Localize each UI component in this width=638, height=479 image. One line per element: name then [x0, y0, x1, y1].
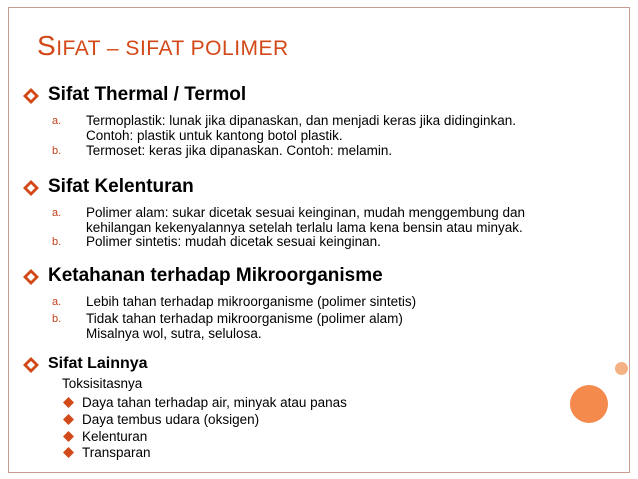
- hollow-diamond-bullet-icon: [22, 268, 40, 286]
- item-lebih-tahan: Lebih tahan terhadap mikroorganisme (polimer sintetis): [86, 294, 417, 309]
- filled-diamond-bullet-icon: [63, 447, 74, 458]
- filled-diamond-bullet-icon: [63, 397, 74, 408]
- enum-marker: b.: [52, 313, 62, 325]
- intro-toksisitas: Toksisitasnya: [62, 376, 143, 391]
- filled-diamond-bullet-icon: [63, 414, 74, 425]
- decorative-circle-small: [615, 362, 628, 375]
- enum-marker: a.: [52, 115, 62, 127]
- item-polimer-alam-line2: kehilangan kekenyalannya setelah terlalu lama kena bensin atau minyak.: [86, 220, 523, 235]
- item-tidak-tahan-line1: Tidak tahan terhadap mikroorganisme (polimer alam): [86, 311, 403, 326]
- enum-marker: a.: [52, 296, 62, 308]
- item-termoplastik-line2: Contoh: plastik untuk kantong botol plastik.: [86, 128, 343, 143]
- item-polimer-alam-line1: Polimer alam: sukar dicetak sesuai keinginan, mudah menggembung dan: [86, 205, 526, 220]
- section-title-lainnya: Sifat Lainnya: [48, 355, 148, 372]
- enum-marker: b.: [52, 145, 62, 157]
- section-title-thermal: Sifat Thermal / Termol: [48, 84, 247, 105]
- decorative-circle-large: [570, 385, 608, 423]
- title-initial: S: [37, 30, 57, 61]
- filled-diamond-bullet-icon: [63, 431, 74, 442]
- bullet-transparan: Transparan: [82, 445, 151, 460]
- hollow-diamond-bullet-icon: [22, 87, 40, 105]
- slide-title: [37, 30, 289, 62]
- hollow-diamond-bullet-icon: [22, 179, 40, 197]
- item-termoset: Termoset: keras jika dipanaskan. Contoh: melamin.: [86, 143, 393, 158]
- item-polimer-sintetis: Polimer sintetis: mudah dicetak sesuai keinginan.: [86, 234, 381, 249]
- hollow-diamond-bullet-icon: [22, 356, 40, 374]
- title-rest: IFAT – SIFAT POLIMER: [56, 37, 289, 60]
- bullet-kelenturan: Kelenturan: [82, 429, 148, 444]
- bullet-daya-tembus: Daya tembus udara (oksigen): [82, 412, 260, 427]
- section-title-kelenturan: Sifat Kelenturan: [48, 176, 194, 197]
- bullet-daya-tahan: Daya tahan terhadap air, minyak atau panas: [82, 395, 347, 410]
- enum-marker: b.: [52, 236, 62, 248]
- item-tidak-tahan-line2: Misalnya wol, sutra, selulosa.: [86, 326, 262, 341]
- section-title-mikroorganisme: Ketahanan terhadap Mikroorganisme: [48, 265, 383, 286]
- item-termoplastik-line1: Termoplastik: lunak jika dipanaskan, dan menjadi keras jika didinginkan.: [86, 113, 516, 128]
- enum-marker: a.: [52, 207, 62, 219]
